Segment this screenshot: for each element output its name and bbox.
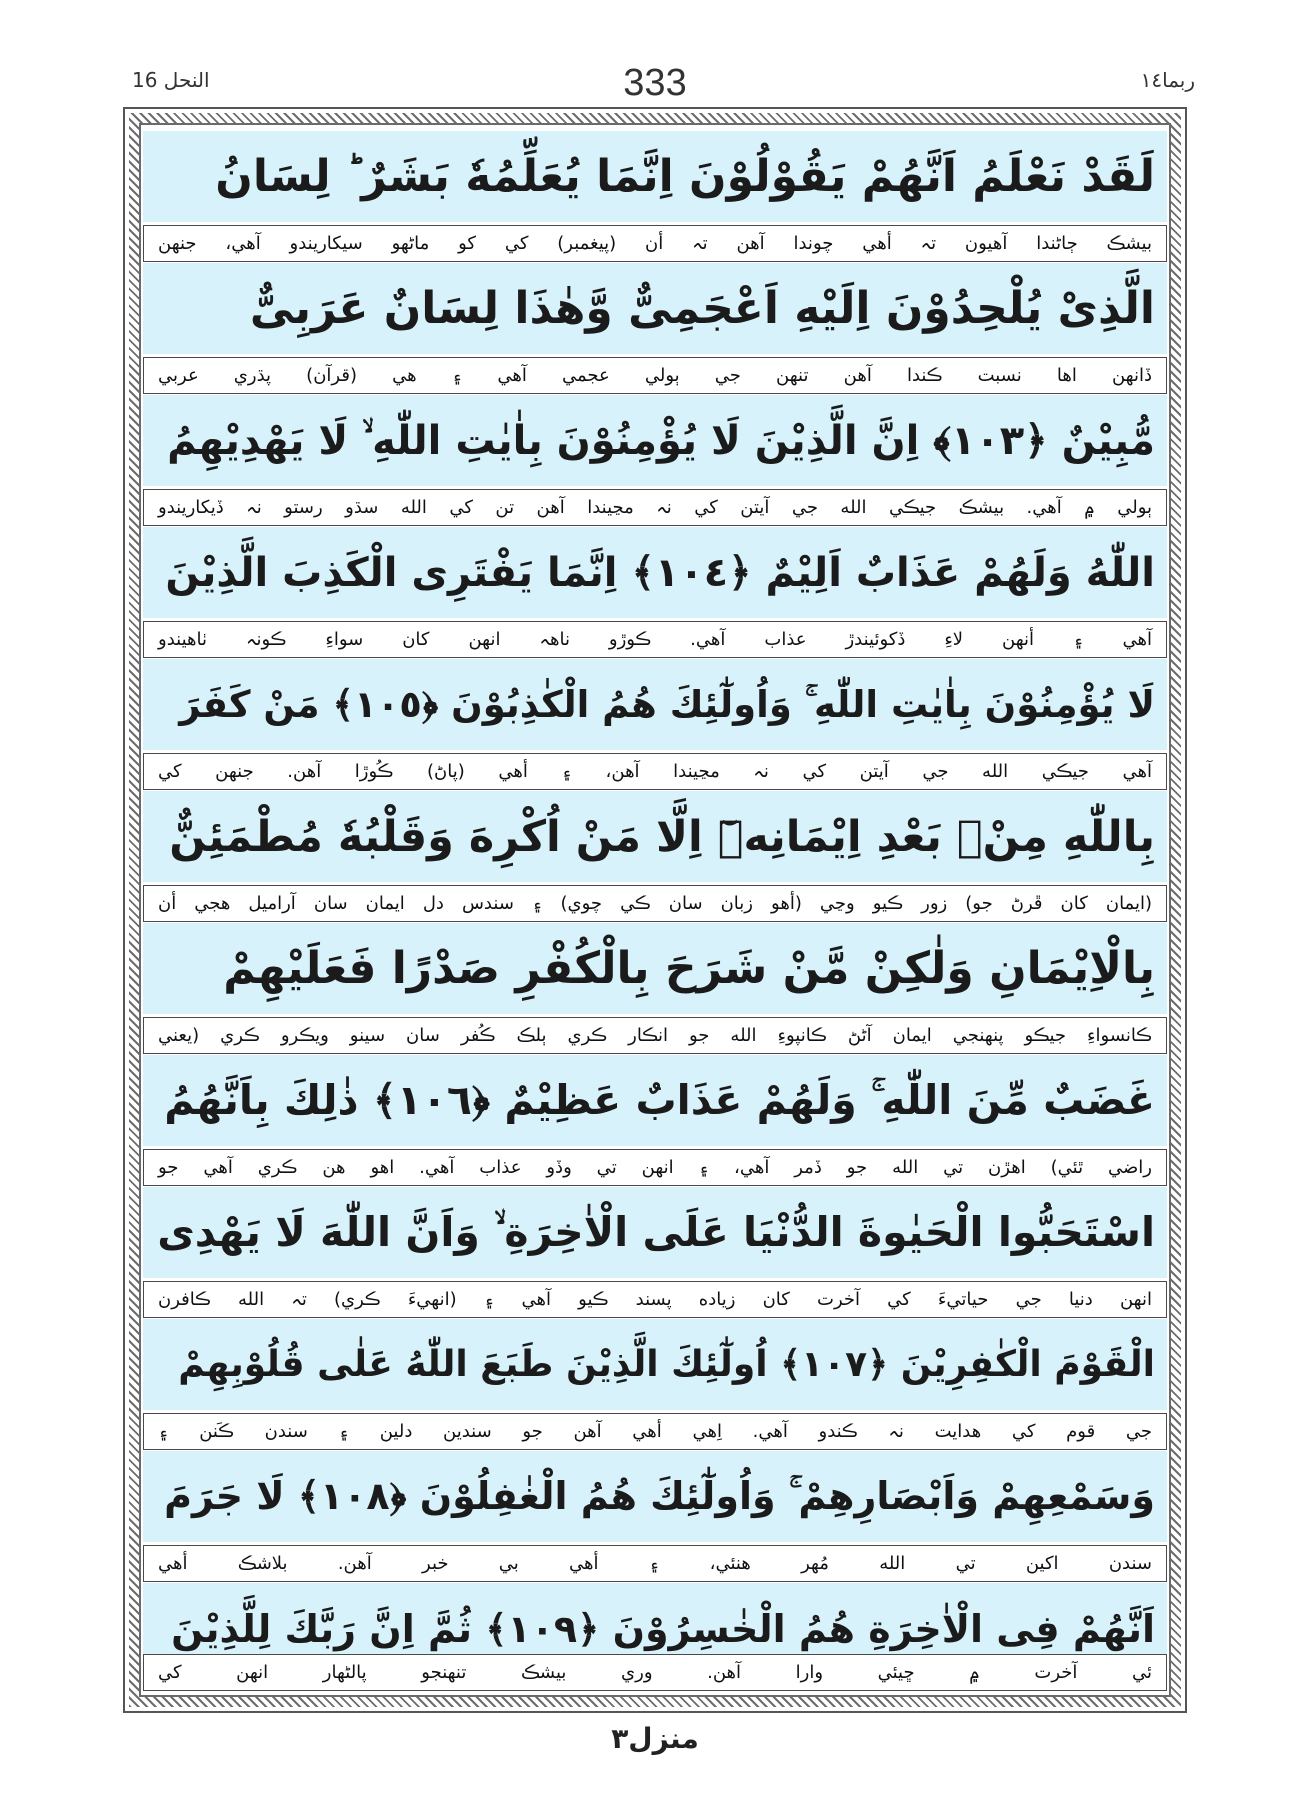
translation-line-10: جي قوم کي هدايت نہ ڪندو آهي. اِهي أهي آهن جو سندين دلين ۽ سندن ڪَنن ۽: [143, 1413, 1167, 1450]
arabic-line-6: بِاللّٰهِ مِنْۢ بَعْدِ اِيْمَانِهٖٓ اِلَّا مَنْ اُكْرِهَ وَقَلْبُهٗ مُطْمَئِنٌّ: [143, 791, 1167, 882]
arabic-line-9: اسْتَحَبُّوا الْحَيٰوةَ الدُّنْيَا عَلَى الْاٰخِرَةِ ۙ وَاَنَّ اللّٰهَ لَا يَهْدِى: [143, 1187, 1167, 1278]
translation-line-4: آهي ۽ أنهن لاءِ ڏکوئيندڙ عذاب آهي. ڪوڙو ناهہ انهن کان سواءِ ڪونہ ٺاهيندو: [143, 621, 1167, 658]
translation-line-12: ئي آخرت ۾ ڇيئي وارا آهن. وري بيشڪ تنهنجو پالڻهار انهن کي: [143, 1654, 1167, 1691]
page-number: 333: [623, 62, 687, 104]
arabic-line-8: غَضَبٌ مِّنَ اللّٰهِ ۚ وَلَهُمْ عَذَابٌ عَظِيْمٌ ﴿١٠٦﴾ ذٰلِكَ بِاَنَّهُمُ: [143, 1055, 1167, 1146]
arabic-line-11: وَسَمْعِهِمْ وَاَبْصَارِهِمْ ۚ وَاُولٰٓئِكَ هُمُ الْغٰفِلُوْنَ ﴿١٠٨﴾ لَا جَرَمَ: [143, 1451, 1167, 1542]
arabic-line-1: لَقَدْ نَعْلَمُ اَنَّهُمْ يَقُوْلُوْنَ اِنَّمَا يُعَلِّمُهٗ بَشَرٌ ؕ لِسَانُ: [143, 131, 1167, 222]
surah-name-header: النحل 16: [132, 68, 210, 92]
translation-line-2: ڏانهن اها نسبت ڪندا آهن تنهن جي ٻولي عجمي آهي ۽ هي (قرآن) پڌري عربي: [143, 357, 1167, 394]
translation-line-1: بيشڪ ڄاڻندا آهيون تہ أهي چوندا آهن تہ أن (پيغمبر) کي کو ماڻهو سيکاريندو آهي، جنهن: [143, 225, 1167, 262]
translation-line-7: ڪانسواءِ جيڪو پنهنجي ايمان آڻڻ ڪانپوءِ الله جو انڪار ڪري ٻلڪ ڪُفر سان سينو ويڪرو ڪري (يعني: [143, 1017, 1167, 1054]
arabic-line-10: الْقَوْمَ الْكٰفِرِيْنَ ﴿١٠٧﴾ اُولٰٓئِكَ الَّذِيْنَ طَبَعَ اللّٰهُ عَلٰى قُلُوْبِهِمْ: [143, 1319, 1167, 1410]
arabic-line-12: اَنَّهُمْ فِى الْاٰخِرَةِ هُمُ الْخٰسِرُوْنَ ﴿١٠٩﴾ ثُمَّ اِنَّ رَبَّكَ لِلَّذِيْنَ: [143, 1583, 1167, 1674]
manzil-footer: منزل٣: [611, 1722, 699, 1755]
arabic-line-5: لَا يُؤْمِنُوْنَ بِاٰيٰتِ اللّٰهِ ۚ وَاُولٰٓئِكَ هُمُ الْكٰذِبُوْنَ ﴿١٠٥﴾ مَنْ كَفَرَ: [143, 659, 1167, 750]
translation-line-5: آهي جيڪي الله جي آيتن کي نہ مڃيندا آهن، ۽ أهي (پاڻ) ڪُوڙا آهن. جنهن کي: [143, 753, 1167, 790]
arabic-line-7: بِالْاِيْمَانِ وَلٰكِنْ مَّنْ شَرَحَ بِالْكُفْرِ صَدْرًا فَعَلَيْهِمْ: [143, 923, 1167, 1014]
juz-name-header: ربما١٤: [1140, 68, 1195, 92]
arabic-line-4: اللّٰهُ وَلَهُمْ عَذَابٌ اَلِيْمٌ ﴿١٠٤﴾ اِنَّمَا يَفْتَرِى الْكَذِبَ الَّذِيْنَ: [143, 527, 1167, 618]
arabic-line-3: مُّبِيْنٌ ﴿١٠٣﴾ اِنَّ الَّذِيْنَ لَا يُؤْمِنُوْنَ بِاٰيٰتِ اللّٰهِ ۙ لَا يَهْدِيْهِمُ: [143, 395, 1167, 486]
translation-line-9: انهن دنيا جي حياتيءَ کي آخرت کان زياده پسند ڪيو آهي ۽ (انهيءَ ڪري) تہ الله ڪافرن: [143, 1281, 1167, 1318]
translation-line-11: سندن اکين تي الله مُهر هنئي، ۽ أهي بي خبر آهن. بلاشڪ أهي: [143, 1545, 1167, 1582]
translation-line-6: (ايمان کان ڦرڻ جو) زور ڪيو وڃي (أهو زبان سان ڪي چوي) ۽ سندس دل ايمان سان آراميل هجي أن: [143, 885, 1167, 922]
arabic-line-2: الَّذِىْ يُلْحِدُوْنَ اِلَيْهِ اَعْجَمِىٌّ وَّهٰذَا لِسَانٌ عَرَبِىٌّ: [143, 263, 1167, 354]
translation-line-3: ٻولي ۾ آهي. بيشڪ جيڪي الله جي آيتن کي نہ مڃيندا آهن تن کي الله سڌو رستو نہ ڏيکاريندو: [143, 489, 1167, 526]
translation-line-8: راضي ٿئي) اهڙن تي الله جو ڏمر آهي، ۽ انهن تي وڏو عذاب آهي. اهو هن ڪري آهي جو: [143, 1149, 1167, 1186]
